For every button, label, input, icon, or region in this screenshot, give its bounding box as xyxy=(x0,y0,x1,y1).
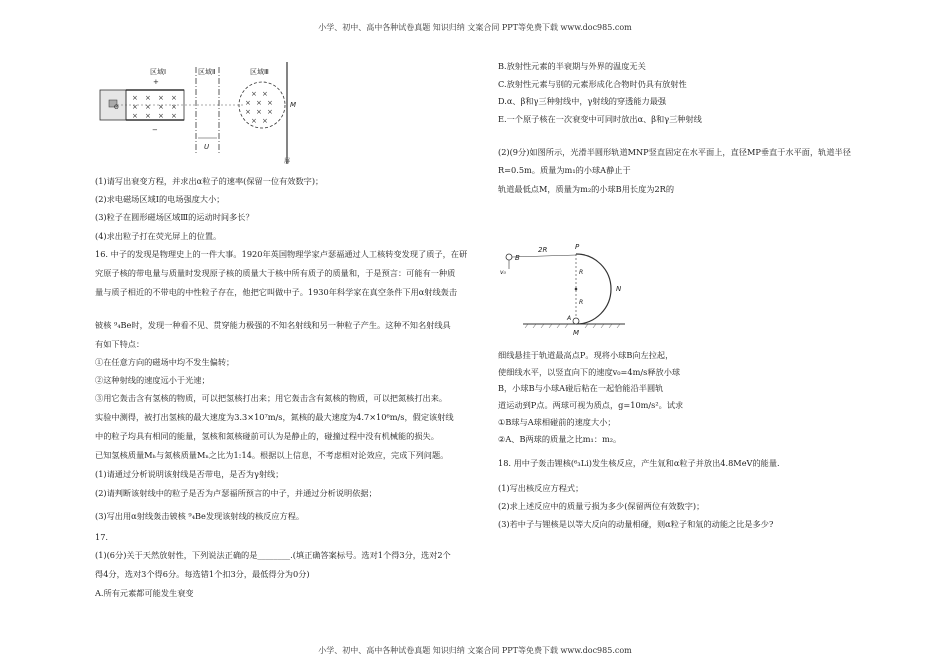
text-line: 使细线水平，以竖直向下的速度v₀=4m/s释放小球 xyxy=(498,367,681,377)
svg-text:×: × xyxy=(262,117,268,125)
page-footer: 小学、初中、高中各种试卷真题 知识归纳 文案合同 PPT等免费下载 www.doc985.com xyxy=(318,646,632,655)
text-line: 轨道最低点M，质量为m₂的小球B用长度为2R的 xyxy=(498,184,675,194)
text-line: (2)(9分)如图所示，光滑半圆形轨道MNP竖直固定在水平面上，直径MP垂直于水平面，轨道半径 xyxy=(498,147,851,157)
label-m: M xyxy=(573,329,580,337)
svg-text:×: × xyxy=(251,117,257,125)
text-line: ①在任意方向的磁场中均不发生偏转； xyxy=(95,357,235,367)
text-line: C.放射性元素与别的元素形成化合物时仍具有放射性 xyxy=(498,79,687,89)
text-line: B，小球B与小球A碰后粘在一起恰能沿半圆轨 xyxy=(498,383,664,393)
text-line: ②A、B两球的质量之比m₁：m₂。 xyxy=(498,434,622,444)
svg-text:×: × xyxy=(132,103,138,111)
svg-text:×: × xyxy=(245,108,251,116)
label-r2: R xyxy=(579,299,584,306)
text-line: B.放射性元素的半衰期与外界的温度无关 xyxy=(498,61,646,71)
text-line: 得4分，选对3个得6分。每选错1个扣3分，最低得分为0分) xyxy=(95,569,310,579)
label-a: A xyxy=(567,315,572,322)
text-line: 17. xyxy=(95,532,109,542)
label-p: P xyxy=(575,243,580,251)
text-line: 已知氢核质量Mₕ与氮核质量Mₙ之比为1:14。根据以上信息，不考虑相对论效应，完成下列问题。 xyxy=(95,450,449,460)
label-region1: 区域Ⅰ xyxy=(150,68,167,76)
svg-text:×: × xyxy=(145,94,151,102)
text-line: 量与质子相近的不带电的中性粒子存在，他把它叫做中子。1930年科学家在真空条件下用α射线轰击 xyxy=(95,287,458,297)
text-line: ③用它轰击含有氢核的物质，可以把氢核打出来；用它轰击含有氮核的物质，可以把氮核打出来。 xyxy=(95,393,448,403)
label-plus: + xyxy=(153,78,159,86)
label-v0: v₀ xyxy=(500,269,506,276)
ball-a xyxy=(573,318,579,324)
svg-text:×: × xyxy=(158,103,164,111)
text-line: ②这种射线的速度远小于光速； xyxy=(95,375,210,385)
svg-text:×: × xyxy=(267,99,273,107)
region3-field-marks xyxy=(245,90,273,125)
text-line: R=0.5m。质量为m₁的小球A静止于 xyxy=(498,165,631,175)
semicircle-track xyxy=(576,254,611,324)
svg-text:×: × xyxy=(245,99,251,107)
text-line: (4)求出粒子打在荧光屏上的位置。 xyxy=(95,231,222,241)
svg-text:×: × xyxy=(256,99,262,107)
svg-text:×: × xyxy=(145,112,151,120)
label-minus: − xyxy=(152,126,158,134)
label-o: O xyxy=(114,104,119,111)
label-r1: R xyxy=(579,269,584,276)
svg-text:×: × xyxy=(171,94,177,102)
svg-text:×: × xyxy=(145,103,151,111)
svg-text:×: × xyxy=(132,112,138,120)
label-u: U xyxy=(204,143,210,151)
text-line: (2)求电磁场区域Ⅰ的电场强度大小； xyxy=(95,194,225,204)
label-2r: 2R xyxy=(538,246,548,254)
svg-text:×: × xyxy=(171,103,177,111)
text-line: (3)粒子在圆形磁场区域Ⅲ的运动时间多长？ xyxy=(95,212,254,222)
text-line: (1)请通过分析说明该射线是否带电，是否为γ射线； xyxy=(95,469,284,479)
text-line: 究原子核的带电量与质量时发现原子核的质量大于核中所有质子的质量和，于是预言：可能有一种质 xyxy=(95,268,456,278)
svg-text:×: × xyxy=(251,90,257,98)
text-line: 中的粒子均具有相同的能量，氢核和氮核碰前可认为是静止的，碰撞过程中没有机械能的损失。 xyxy=(95,431,439,441)
label-n: N xyxy=(616,285,622,293)
ball-b xyxy=(506,254,512,260)
svg-text:×: × xyxy=(171,112,177,120)
label-screen: 屏 xyxy=(284,158,291,164)
figure-em-regions xyxy=(95,62,305,164)
text-line: (1)写出核反应方程式； xyxy=(498,483,584,493)
svg-text:×: × xyxy=(158,94,164,102)
text-line: 细线悬挂于轨道最高点P。现将小球B向左拉起， xyxy=(498,350,674,360)
svg-text:×: × xyxy=(262,90,268,98)
text-line: (2)求上述反应中的质量亏损为多少(保留两位有效数字)； xyxy=(498,501,705,511)
figure-semicircle-track xyxy=(495,238,635,338)
text-line: 18. 用中子轰击锂核(⁶₃Li)发生核反应，产生氚和α粒子并放出4.8MeV的能量. xyxy=(498,458,780,468)
svg-text:×: × xyxy=(158,112,164,120)
text-line: 16. 中子的发现是物理史上的一件大事。1920年英国物理学家卢瑟福通过人工核转变发现了质子，在研 xyxy=(95,249,468,259)
text-line: (3)若中子与锂核是以等大反向的动量相碰，则α粒子和氚的动能之比是多少? xyxy=(498,519,774,529)
text-line: (3)写出用α射线轰击铍核 ⁹₄Be发现该射线的核反应方程。 xyxy=(95,511,305,521)
label-region2: 区域Ⅱ xyxy=(198,68,216,76)
text-line: D.α、β和γ三种射线中，γ射线的穿透能力最强 xyxy=(498,96,667,106)
text-line: 道运动到P点。两球可视为质点，g=10m/s²。试求 xyxy=(498,400,684,410)
text-line: ①B球与A球相碰前的速度大小； xyxy=(498,417,616,427)
text-line: A.所有元素都可能发生衰变 xyxy=(95,588,194,598)
label-m: M xyxy=(290,101,297,109)
text-line: 有如下特点： xyxy=(95,339,145,349)
text-line: (1)(6分)关于天然放射性，下列说法正确的是________.(填正确答案标号。选对1个得3分，选对2个 xyxy=(95,550,451,560)
text-line: 实验中测得，被打出氢核的最大速度为3.3×10⁷m/s，氮核的最大速度为4.7×10⁶m/s，假定该射线 xyxy=(95,412,454,422)
svg-text:×: × xyxy=(256,108,262,116)
string xyxy=(512,255,576,257)
svg-text:×: × xyxy=(267,108,273,116)
svg-text:×: × xyxy=(132,94,138,102)
text-line: 铍核 ⁹₄Be时，发现一种看不见、贯穿能力极强的不知名射线和另一种粒子产生。这种不知名射线具 xyxy=(95,320,451,330)
text-line: E.一个原子核在一次衰变中可同时放出α、β和γ三种射线 xyxy=(498,114,702,124)
label-b: B xyxy=(515,254,520,262)
text-line: (2)请判断该射线中的粒子是否为卢瑟福所预言的中子，并通过分析说明依据； xyxy=(95,488,377,498)
text-line: (1)请写出衰变方程，并求出α粒子的速率(保留一位有效数字)； xyxy=(95,176,324,186)
region1-field-marks xyxy=(132,94,177,120)
label-region3: 区域Ⅲ xyxy=(250,68,269,76)
page-header: 小学、初中、高中各种试卷真题 知识归纳 文案合同 PPT等免费下载 www.doc985.com xyxy=(318,23,632,32)
